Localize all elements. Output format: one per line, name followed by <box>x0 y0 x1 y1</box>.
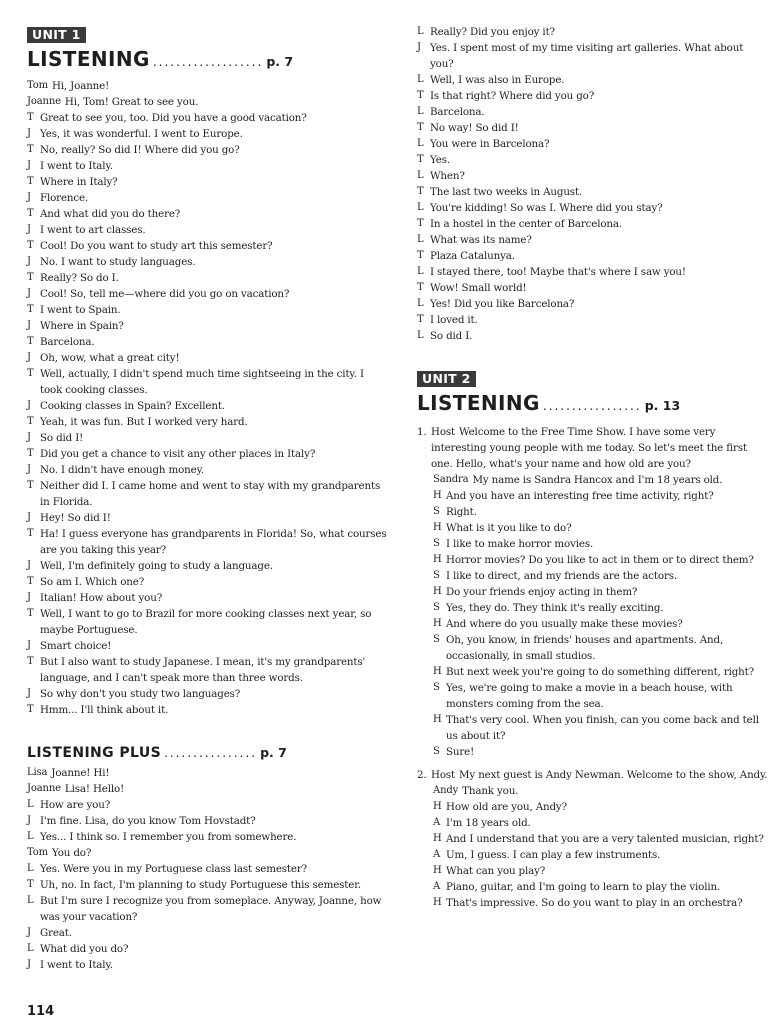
dialogue-text: What was its name? <box>430 234 532 246</box>
speaker-label: Joanne <box>27 96 61 107</box>
dialogue-text: I stayed there, too! Maybe that's where I saw you! <box>430 266 686 278</box>
speaker-label: L <box>417 138 424 149</box>
unit-1-tag: UNIT 1 <box>27 27 86 43</box>
dialogue-line <box>433 879 768 895</box>
dialogue-line <box>27 414 389 430</box>
speaker-label: J <box>27 320 31 331</box>
speaker-label: L <box>27 943 34 954</box>
dialogue-line <box>417 184 768 200</box>
dialogue-line <box>433 488 768 504</box>
dialogue-text: That's impressive. So do you want to play in an orchestra? <box>446 897 743 909</box>
speaker-label: J <box>27 256 31 267</box>
speaker-label: S <box>433 538 440 549</box>
dialogue-text: Yes. Were you in my Portuguese class last semester? <box>40 863 308 875</box>
dialogue-text: Where in Italy? <box>40 176 118 188</box>
dialogue-line <box>27 638 389 654</box>
speaker-label: H <box>433 833 442 844</box>
dialogue-text: Yes... I think so. I remember you from somewhere. <box>40 831 297 843</box>
dialogue-text: I like to direct, and my friends are the actors. <box>446 570 677 582</box>
speaker-label: J <box>27 464 31 475</box>
speaker-label: Tom <box>27 80 48 91</box>
speaker-label: T <box>417 314 424 325</box>
dialogue-line <box>27 318 389 334</box>
dialogue-line <box>433 847 768 863</box>
speaker-label: Joanne <box>27 783 61 794</box>
speaker-label: T <box>27 879 34 890</box>
speaker-label: J <box>27 128 31 139</box>
dialogue-line <box>27 797 389 813</box>
speaker-label: H <box>433 618 442 629</box>
speaker-label: T <box>27 208 34 219</box>
dialogue-text: My next guest is Andy Newman. Welcome to the show, Andy. <box>459 769 768 781</box>
leader-dots: ................... <box>152 55 264 69</box>
dialogue-line <box>27 238 389 254</box>
dialogue-line <box>27 94 389 110</box>
speaker-label: T <box>27 656 34 667</box>
dialogue-text: What can you play? <box>446 865 546 877</box>
speaker-label: L <box>417 234 424 245</box>
listening-plus-heading <box>27 745 287 761</box>
dialogue-line <box>417 232 768 248</box>
dialogue-line <box>433 863 768 879</box>
speaker-label: L <box>417 266 424 277</box>
speaker-label: L <box>417 26 424 37</box>
dialogue-line <box>417 216 768 232</box>
dialogue-text: And where do you usually make these movies? <box>446 618 683 630</box>
item-number: 2. <box>417 769 427 781</box>
dialogue-line <box>27 430 389 446</box>
speaker-label: Tom <box>27 847 48 858</box>
dialogue-text: Horror movies? Do you like to act in them or to direct them? <box>446 554 754 566</box>
speaker-label: A <box>433 817 441 828</box>
speaker-label: J <box>27 192 31 203</box>
dialogue-text: Neither did I. I came home and went to stay with my grandparents in Florida. <box>40 480 381 508</box>
dialogue-text: But I also want to study Japanese. I mean, it's my grandparents' language, and I can't speak more than three words. <box>40 656 366 684</box>
dialogue-line <box>27 254 389 270</box>
dialogue-text: Smart choice! <box>40 640 112 652</box>
speaker-label: T <box>27 304 34 315</box>
dialogue-line <box>433 616 768 632</box>
dialogue-line <box>417 120 768 136</box>
speaker-label: T <box>417 122 424 133</box>
speaker-label: J <box>27 688 31 699</box>
speaker-label: T <box>27 416 34 427</box>
dialogue-line <box>433 783 768 799</box>
dialogue-text: How old are you, Andy? <box>446 801 567 813</box>
dialogue-text: Ha! I guess everyone has grandparents in Florida! So, what courses are you taking this year? <box>40 528 387 556</box>
dialogue-text: Hi, Tom! Great to see you. <box>64 96 199 108</box>
page-number: 114 <box>27 1004 55 1019</box>
dialogue-text: Oh, wow, what a great city! <box>40 352 180 364</box>
dialogue-text: My name is Sandra Hancox and I'm 18 years old. <box>472 474 723 486</box>
dialogue-text: Hmm... I'll think about it. <box>40 704 169 716</box>
dialogue-line <box>27 606 389 638</box>
item-number: 1. <box>417 426 427 438</box>
dialogue-text: Yes. I spent most of my time visiting art galleries. What about you? <box>430 42 744 70</box>
dialogue-line <box>433 815 768 831</box>
speaker-label: H <box>433 714 442 725</box>
dialogue-text: Yes, they do. They think it's really exciting. <box>446 602 664 614</box>
speaker-label: J <box>27 352 31 363</box>
speaker-label: S <box>433 682 440 693</box>
dialogue-line <box>27 654 389 686</box>
dialogue-line <box>27 78 389 94</box>
dialogue-line <box>417 312 768 328</box>
numbered-item <box>417 767 768 911</box>
dialogue-text: Yes, we're going to make a movie in a beach house, with monsters coming from the sea. <box>446 682 733 710</box>
speaker-label: J <box>27 927 31 938</box>
dialogue-line <box>27 813 389 829</box>
dialogue-line <box>417 767 768 783</box>
speaker-label: J <box>27 224 31 235</box>
dialogue-line <box>433 632 768 664</box>
dialogue-line <box>433 584 768 600</box>
dialogue-text: Did you get a chance to visit any other places in Italy? <box>40 448 316 460</box>
dialogue-text: Sure! <box>446 746 475 758</box>
speaker-label: L <box>27 895 34 906</box>
speaker-label: H <box>433 865 442 876</box>
listening-plus-title: LISTENING PLUS <box>27 745 162 761</box>
dialogue-line <box>27 302 389 318</box>
speaker-label: T <box>417 90 424 101</box>
speaker-label: L <box>27 863 34 874</box>
speaker-label: S <box>433 634 440 645</box>
dialogue-text: Great. <box>40 927 72 939</box>
page-reference: p. 7 <box>266 54 294 69</box>
dialogue-text: Cool! Do you want to study art this semester? <box>40 240 273 252</box>
dialogue-text: Yes! Did you like Barcelona? <box>430 298 575 310</box>
dialogue-text: Welcome to the Free Time Show. I have some very interesting young people with me today. So let's meet the first one. Hello, what's your name and how old are you? <box>431 426 747 470</box>
speaker-label: Host <box>431 426 456 438</box>
dialogue-line <box>433 799 768 815</box>
dialogue-text: You do? <box>51 847 92 859</box>
dialogue-text: You were in Barcelona? <box>430 138 550 150</box>
dialogue-line <box>27 110 389 126</box>
dialogue-line <box>27 941 389 957</box>
speaker-label: T <box>27 144 34 155</box>
dialogue-line <box>27 126 389 142</box>
dialogue-text: What is it you like to do? <box>446 522 572 534</box>
speaker-label: S <box>433 570 440 581</box>
speaker-label: Andy <box>433 785 459 796</box>
dialogue-line <box>417 424 768 472</box>
unit-2-transcript <box>417 424 768 911</box>
dialogue-text: I went to Italy. <box>40 160 113 172</box>
speaker-label: J <box>27 432 31 443</box>
speaker-label: J <box>27 815 31 826</box>
dialogue-text: I loved it. <box>430 314 478 326</box>
speaker-label: H <box>433 490 442 501</box>
dialogue-text: You're kidding! So was I. Where did you stay? <box>430 202 663 214</box>
speaker-label: T <box>417 186 424 197</box>
dialogue-line <box>27 590 389 606</box>
speaker-label: L <box>417 298 424 309</box>
dialogue-text: Great to see you, too. Did you have a good vacation? <box>40 112 307 124</box>
listening-plus-transcript-continued <box>417 24 768 344</box>
speaker-label: S <box>433 602 440 613</box>
dialogue-text: No, really? So did I! Where did you go? <box>40 144 240 156</box>
dialogue-line <box>27 526 389 558</box>
dialogue-text: I like to make horror movies. <box>446 538 594 550</box>
dialogue-text: Yes. <box>430 154 450 166</box>
dialogue-line <box>417 40 768 72</box>
dialogue-text: The last two weeks in August. <box>430 186 583 198</box>
speaker-label: L <box>417 330 424 341</box>
dialogue-text: Yes, it was wonderful. I went to Europe. <box>40 128 243 140</box>
speaker-label: T <box>27 176 34 187</box>
dialogue-text: And what did you do there? <box>40 208 181 220</box>
dialogue-line <box>27 398 389 414</box>
dialogue-line <box>417 104 768 120</box>
speaker-label: J <box>27 160 31 171</box>
dialogue-line <box>27 478 389 510</box>
dialogue-text: Is that right? Where did you go? <box>430 90 595 102</box>
dialogue-line <box>417 296 768 312</box>
listening-heading-unit-2 <box>417 391 680 415</box>
dialogue-text: No. I didn't have enough money. <box>40 464 205 476</box>
dialogue-line <box>27 270 389 286</box>
dialogue-line <box>27 462 389 478</box>
dialogue-line <box>433 664 768 680</box>
dialogue-text: In a hostel in the center of Barcelona. <box>430 218 623 230</box>
speaker-label: H <box>433 897 442 908</box>
unit-2-tag: UNIT 2 <box>417 371 476 387</box>
speaker-label: T <box>417 250 424 261</box>
speaker-label: T <box>417 218 424 229</box>
dialogue-line <box>27 686 389 702</box>
dialogue-text <box>431 424 768 472</box>
dialogue-text <box>431 767 768 783</box>
dialogue-line <box>27 190 389 206</box>
dialogue-text: I went to art classes. <box>40 224 146 236</box>
speaker-label: T <box>27 480 34 491</box>
speaker-label: L <box>417 202 424 213</box>
dialogue-text: But I'm sure I recognize you from someplace. Anyway, Joanne, how was your vacation? <box>40 895 382 923</box>
dialogue-text: Cooking classes in Spain? Excellent. <box>40 400 225 412</box>
dialogue-text: Well, I'm definitely going to study a language. <box>40 560 273 572</box>
numbered-item <box>417 424 768 760</box>
dialogue-line <box>417 200 768 216</box>
speaker-label: L <box>27 831 34 842</box>
dialogue-line <box>27 877 389 893</box>
speaker-label: T <box>27 704 34 715</box>
dialogue-line <box>27 765 389 781</box>
speaker-label: H <box>433 522 442 533</box>
dialogue-line <box>27 893 389 925</box>
dialogue-text: Plaza Catalunya. <box>430 250 515 262</box>
dialogue-line <box>417 88 768 104</box>
dialogue-text: Florence. <box>40 192 89 204</box>
page-reference: p. 13 <box>644 398 681 413</box>
speaker-label: T <box>27 368 34 379</box>
speaker-label: T <box>417 282 424 293</box>
dialogue-text: Wow! Small world! <box>430 282 527 294</box>
dialogue-text: So why don't you study two languages? <box>40 688 241 700</box>
speaker-label: T <box>27 528 34 539</box>
listening-plus-transcript <box>27 765 389 973</box>
dialogue-text: Barcelona. <box>40 336 95 348</box>
dialogue-line <box>27 366 389 398</box>
speaker-label: T <box>27 240 34 251</box>
dialogue-line <box>27 446 389 462</box>
speaker-label: A <box>433 881 441 892</box>
dialogue-text: And I understand that you are a very talented musician, right? <box>446 833 764 845</box>
dialogue-line <box>417 72 768 88</box>
dialogue-text: No. I want to study languages. <box>40 256 196 268</box>
dialogue-text: Lisa! Hello! <box>64 783 125 795</box>
dialogue-line <box>433 472 768 488</box>
dialogue-text: But next week you're going to do something different, right? <box>446 666 755 678</box>
dialogue-text: Hi, Joanne! <box>51 80 110 92</box>
speaker-label: T <box>27 272 34 283</box>
speaker-label: T <box>27 448 34 459</box>
dialogue-text: Hey! So did I! <box>40 512 111 524</box>
dialogue-text: Oh, you know, in friends' houses and apartments. And, occasionally, in small studios. <box>446 634 724 662</box>
dialogue-line <box>417 152 768 168</box>
speaker-label: J <box>27 512 31 523</box>
dialogue-line <box>27 142 389 158</box>
speaker-label: A <box>433 849 441 860</box>
dialogue-line <box>417 248 768 264</box>
dialogue-text: Italian! How about you? <box>40 592 163 604</box>
dialogue-text: Yeah, it was fun. But I worked very hard. <box>40 416 248 428</box>
dialogue-line <box>27 574 389 590</box>
dialogue-text: Um, I guess. I can play a few instruments. <box>446 849 661 861</box>
dialogue-line <box>433 744 768 760</box>
dialogue-text: Really? So do I. <box>40 272 119 284</box>
dialogue-text: Do your friends enjoy acting in them? <box>446 586 638 598</box>
dialogue-text: Well, I was also in Europe. <box>430 74 565 86</box>
speaker-label: S <box>433 506 440 517</box>
dialogue-line <box>27 781 389 797</box>
dialogue-line <box>433 712 768 744</box>
speaker-label: H <box>433 586 442 597</box>
dialogue-line <box>433 568 768 584</box>
dialogue-text: So did I! <box>40 432 84 444</box>
dialogue-text: And you have an interesting free time activity, right? <box>446 490 714 502</box>
dialogue-text: What did you do? <box>40 943 129 955</box>
dialogue-line <box>27 174 389 190</box>
speaker-label: T <box>27 336 34 347</box>
dialogue-text: So am I. Which one? <box>40 576 145 588</box>
dialogue-text: When? <box>430 170 465 182</box>
speaker-label: H <box>433 666 442 677</box>
speaker-label: L <box>417 170 424 181</box>
speaker-label: L <box>417 74 424 85</box>
dialogue-text: I went to Spain. <box>40 304 121 316</box>
speaker-label: J <box>27 288 31 299</box>
speaker-label: Sandra <box>433 474 469 485</box>
dialogue-text: So did I. <box>430 330 473 342</box>
dialogue-text: I went to Italy. <box>40 959 113 971</box>
speaker-label: L <box>417 106 424 117</box>
dialogue-line <box>417 264 768 280</box>
dialogue-line <box>27 286 389 302</box>
speaker-label: T <box>27 576 34 587</box>
dialogue-line <box>27 845 389 861</box>
dialogue-line <box>433 831 768 847</box>
dialogue-line <box>433 552 768 568</box>
dialogue-text: Well, I want to go to Brazil for more cooking classes next year, so maybe Portuguese. <box>40 608 372 636</box>
dialogue-text: Joanne! Hi! <box>51 767 110 779</box>
dialogue-text: Uh, no. In fact, I'm planning to study Portuguese this semester. <box>40 879 361 891</box>
dialogue-line <box>27 206 389 222</box>
speaker-label: J <box>27 959 31 970</box>
speaker-label: T <box>27 112 34 123</box>
speaker-label: T <box>27 608 34 619</box>
dialogue-line <box>433 504 768 520</box>
speaker-label: J <box>27 400 31 411</box>
dialogue-text: I'm fine. Lisa, do you know Tom Hovstadt? <box>40 815 256 827</box>
speaker-label: Lisa <box>27 767 48 778</box>
dialogue-text: Where in Spain? <box>40 320 124 332</box>
dialogue-text: That's very cool. When you finish, can you come back and tell us about it? <box>446 714 759 742</box>
dialogue-line <box>417 168 768 184</box>
dialogue-line <box>27 957 389 973</box>
dialogue-line <box>417 280 768 296</box>
dialogue-text: I'm 18 years old. <box>446 817 531 829</box>
dialogue-line <box>433 895 768 911</box>
dialogue-line <box>27 829 389 845</box>
dialogue-line <box>433 680 768 712</box>
speaker-label: S <box>433 746 440 757</box>
dialogue-line <box>417 24 768 40</box>
dialogue-line <box>433 536 768 552</box>
speaker-label: L <box>27 799 34 810</box>
dialogue-line <box>417 136 768 152</box>
dialogue-text: Cool! So, tell me—where did you go on vacation? <box>40 288 290 300</box>
dialogue-text: Well, actually, I didn't spend much time sightseeing in the city. I took cooking classes. <box>40 368 364 396</box>
dialogue-line <box>433 520 768 536</box>
dialogue-line <box>27 702 389 718</box>
dialogue-text: Thank you. <box>462 785 519 797</box>
dialogue-line <box>27 558 389 574</box>
speaker-label: J <box>417 42 421 53</box>
dialogue-text: Right. <box>446 506 477 518</box>
page-reference: p. 7 <box>260 745 287 760</box>
speaker-label: T <box>417 154 424 165</box>
speaker-label: Host <box>431 769 456 781</box>
dialogue-line <box>417 328 768 344</box>
speaker-label: J <box>27 640 31 651</box>
dialogue-line <box>27 158 389 174</box>
listening-title: LISTENING <box>417 391 540 415</box>
leader-dots: ................ <box>164 746 258 760</box>
speaker-label: H <box>433 801 442 812</box>
dialogue-line <box>27 334 389 350</box>
dialogue-text: No way! So did I! <box>430 122 519 134</box>
listening-title: LISTENING <box>27 47 150 71</box>
dialogue-line <box>27 861 389 877</box>
dialogue-text: Barcelona. <box>430 106 485 118</box>
speaker-label: J <box>27 592 31 603</box>
dialogue-line <box>27 925 389 941</box>
dialogue-line <box>27 222 389 238</box>
dialogue-line <box>27 350 389 366</box>
speaker-label: J <box>27 560 31 571</box>
dialogue-line <box>433 600 768 616</box>
unit-1-transcript <box>27 78 389 718</box>
speaker-label: H <box>433 554 442 565</box>
dialogue-text: Piano, guitar, and I'm going to learn to play the violin. <box>446 881 721 893</box>
dialogue-text: Really? Did you enjoy it? <box>430 26 555 38</box>
dialogue-text: How are you? <box>40 799 111 811</box>
leader-dots: ................. <box>542 399 642 413</box>
listening-heading <box>27 47 293 71</box>
dialogue-line <box>27 510 389 526</box>
